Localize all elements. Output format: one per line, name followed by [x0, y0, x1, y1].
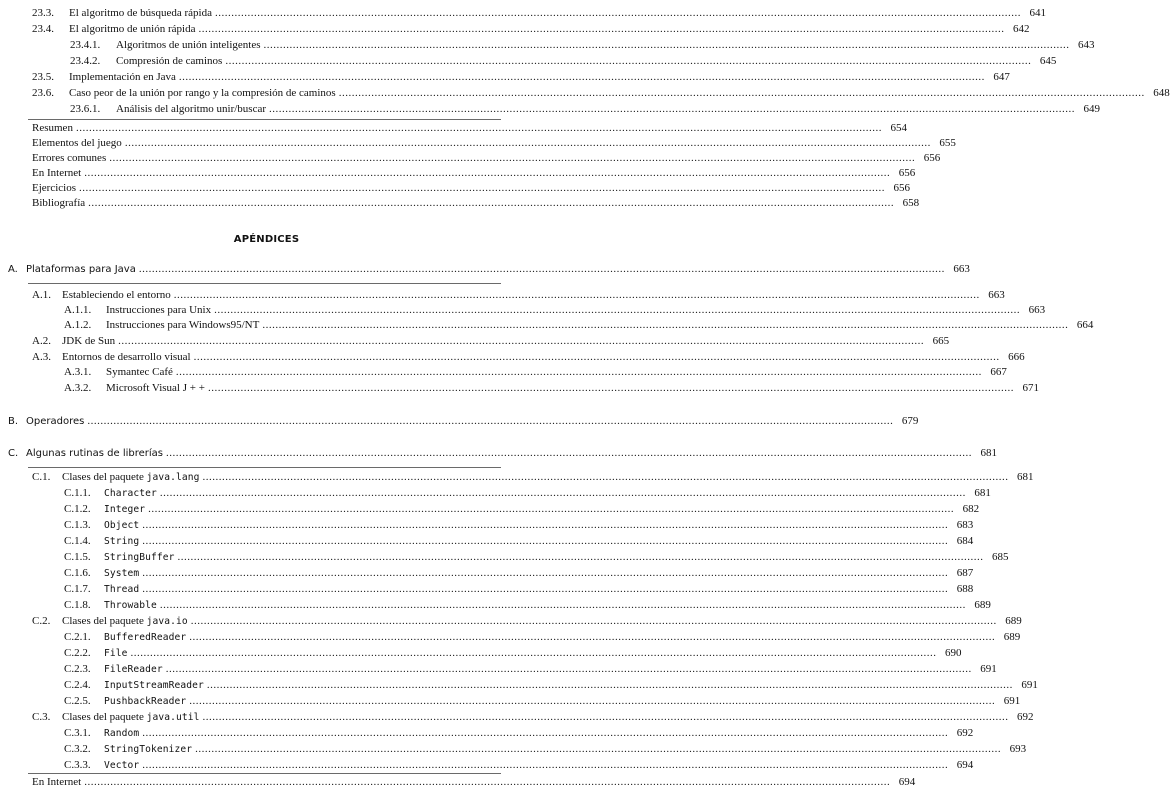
- toc-entry: [0, 502, 980, 517]
- entry-title: Errores comunes: [32, 152, 107, 164]
- entry-number: C.3.: [32, 711, 51, 723]
- class-name: Object: [104, 520, 140, 531]
- entry-page: 643: [1078, 39, 1095, 51]
- entry-number: C.1.2.: [64, 503, 91, 515]
- leader-dots: [195, 742, 1001, 757]
- class-name: BufferedReader: [104, 632, 187, 643]
- toc-entry: [0, 446, 998, 461]
- class-name: StringTokenizer: [104, 744, 193, 755]
- entry-title: Estableciendo el entorno: [62, 289, 171, 301]
- toc-entry: [0, 318, 1094, 333]
- entry-number: A.1.1.: [64, 304, 92, 316]
- entry-page: 656: [923, 152, 941, 164]
- leader-dots: [208, 381, 1014, 396]
- package-name: java.util: [146, 712, 200, 723]
- entry-number: C.2.: [32, 615, 51, 627]
- toc-entry: [0, 166, 916, 181]
- entry-title: El algoritmo de unión rápida: [69, 23, 196, 35]
- class-name: InputStreamReader: [104, 680, 204, 691]
- entry-number: 23.4.1.: [70, 39, 101, 51]
- class-name: System: [104, 568, 140, 579]
- entry-number: 23.4.2.: [70, 55, 101, 67]
- entry-number: 23.4.: [32, 23, 54, 35]
- entry-number: A.2.: [32, 335, 51, 347]
- toc-entry: [0, 758, 974, 773]
- toc-entry: [0, 365, 1007, 380]
- class-name: String: [104, 536, 140, 547]
- toc-entry: [0, 136, 956, 151]
- entry-page: 654: [890, 122, 907, 134]
- entry-page: 641: [1029, 7, 1046, 19]
- entry-title: Análisis del algoritmo unir/buscar: [116, 103, 266, 115]
- toc-entry: [0, 646, 962, 661]
- leader-dots: [189, 694, 995, 709]
- divider-line: [28, 773, 501, 774]
- entry-page: 691: [1003, 695, 1021, 707]
- class-name: FileReader: [104, 664, 163, 675]
- entry-page: 656: [893, 182, 910, 194]
- entry-title: [62, 614, 188, 629]
- class-name: Integer: [104, 504, 146, 515]
- leader-dots: [215, 6, 1021, 21]
- entry-page: 689: [1003, 631, 1021, 643]
- entry-page: 689: [1005, 615, 1022, 627]
- entry-page: 656: [898, 167, 916, 179]
- entry-page: 685: [992, 551, 1009, 563]
- toc-entry: [0, 334, 950, 349]
- class-name: Character: [104, 488, 157, 499]
- leader-dots: [84, 166, 890, 181]
- entry-number: A.: [8, 264, 18, 275]
- leader-dots: [160, 598, 966, 613]
- entry-title: JDK de Sun: [62, 335, 116, 347]
- class-name: PushbackReader: [104, 696, 187, 707]
- leader-dots: [178, 550, 984, 565]
- entry-number: C.1.: [32, 471, 51, 483]
- divider-line: [28, 467, 501, 468]
- toc-entry: [0, 534, 974, 549]
- toc-entry: [0, 381, 1039, 396]
- entry-page: 684: [956, 535, 974, 547]
- toc-entry: [0, 181, 910, 196]
- leader-dots: [203, 710, 1009, 725]
- toc-entry: [0, 678, 1038, 693]
- entry-number: C.2.4.: [64, 679, 91, 691]
- entry-number: C.: [8, 448, 19, 459]
- leader-dots: [131, 646, 937, 661]
- entry-page: 647: [993, 71, 1010, 83]
- toc-entry: [0, 303, 1046, 318]
- package-name: java.io: [146, 616, 188, 627]
- toc-entry: [0, 54, 1057, 69]
- entry-number: C.3.1.: [64, 727, 91, 739]
- entry-page: 691: [980, 663, 997, 675]
- toc-entry: [0, 151, 941, 166]
- class-name: Thread: [104, 584, 140, 595]
- divider-line: [28, 119, 501, 120]
- leader-dots: [174, 288, 980, 303]
- entry-number: A.3.2.: [64, 382, 92, 394]
- leader-dots: [269, 102, 1075, 117]
- appendices-heading: APÉNDICES: [233, 234, 300, 245]
- divider-line: [28, 283, 501, 284]
- leader-dots: [142, 534, 948, 549]
- entry-number: C.1.5.: [64, 551, 91, 563]
- entry-page: 671: [1022, 382, 1039, 394]
- entry-page: 666: [1008, 351, 1025, 363]
- entry-title-text: Clases del paquete: [62, 711, 147, 723]
- entry-number: 23.3.: [32, 7, 54, 19]
- entry-title: Compresión de caminos: [116, 55, 223, 67]
- toc-entry: [0, 486, 991, 501]
- toc-entry: [0, 288, 1005, 303]
- entry-title: Elementos del juego: [32, 137, 122, 149]
- leader-dots: [76, 121, 882, 136]
- toc-entry: [0, 630, 1021, 645]
- leader-dots: [194, 350, 1000, 365]
- entry-page: 645: [1039, 55, 1057, 67]
- toc-entry: [0, 350, 1025, 365]
- entry-page: 663: [953, 263, 970, 275]
- leader-dots: [88, 196, 894, 211]
- leader-dots: [125, 136, 931, 151]
- toc-entry: [0, 86, 1170, 101]
- entry-number: C.1.6.: [64, 567, 91, 579]
- entry-title-text: Clases del paquete: [62, 471, 147, 483]
- leader-dots: [139, 262, 945, 277]
- entry-page: 693: [1009, 743, 1027, 755]
- entry-page: 694: [956, 759, 974, 771]
- entry-page: 649: [1083, 103, 1100, 115]
- entry-number: A.3.1.: [64, 366, 92, 378]
- entry-page: 683: [956, 519, 974, 531]
- entry-title: Microsoft Visual J + +: [106, 382, 205, 394]
- entry-title: Instrucciones para Windows95/NT: [106, 319, 260, 331]
- leader-dots: [166, 662, 972, 677]
- entry-page: 681: [974, 487, 991, 499]
- leader-dots: [339, 86, 1145, 101]
- entry-title-text: Clases del paquete: [62, 615, 147, 627]
- entry-page: 690: [945, 647, 962, 659]
- entry-page: 663: [988, 289, 1005, 301]
- leader-dots: [189, 630, 995, 645]
- leader-dots: [160, 486, 966, 501]
- entry-page: 682: [962, 503, 980, 515]
- leader-dots: [166, 446, 972, 461]
- entry-page: 681: [1017, 471, 1034, 483]
- toc-entry: [0, 38, 1095, 53]
- entry-number: A.1.2.: [64, 319, 92, 331]
- entry-page: 688: [956, 583, 974, 595]
- leader-dots: [142, 582, 948, 597]
- toc-entry: [0, 196, 920, 211]
- leader-dots: [176, 365, 982, 380]
- toc-entry: [0, 726, 974, 741]
- toc-entry: [0, 518, 974, 533]
- leader-dots: [79, 181, 885, 196]
- entry-title: En Internet: [32, 776, 82, 788]
- leader-dots: [142, 518, 948, 533]
- entry-page: 667: [990, 366, 1007, 378]
- toc-entry: [0, 414, 919, 429]
- class-name: Random: [104, 728, 140, 739]
- toc-entry: [0, 121, 907, 136]
- entry-number: 23.5.: [32, 71, 54, 83]
- leader-dots: [109, 151, 915, 166]
- toc-entry: [0, 662, 997, 677]
- entry-number: C.1.3.: [64, 519, 91, 531]
- toc-entry: [0, 614, 1022, 629]
- entry-number: C.1.7.: [64, 583, 91, 595]
- leader-dots: [262, 318, 1068, 333]
- leader-dots: [84, 775, 890, 790]
- entry-number: C.2.1.: [64, 631, 91, 643]
- toc-entry: [0, 102, 1100, 117]
- entry-title: Symantec Café: [106, 366, 173, 378]
- class-name: Vector: [104, 760, 140, 771]
- leader-dots: [87, 414, 893, 429]
- entry-page: 655: [939, 137, 956, 149]
- toc-entry: [0, 582, 974, 597]
- toc-entry: [0, 6, 1046, 21]
- entry-page: 642: [1012, 23, 1030, 35]
- toc-entry: [0, 598, 991, 613]
- entry-title: Entornos de desarrollo visual: [62, 351, 191, 363]
- leader-dots: [198, 22, 1004, 37]
- entry-page: 648: [1153, 87, 1170, 99]
- toc-entry: [0, 470, 1034, 485]
- entry-number: C.1.4.: [64, 535, 91, 547]
- entry-page: 694: [898, 776, 916, 788]
- entry-page: 681: [980, 447, 998, 459]
- class-name: Throwable: [104, 600, 157, 611]
- entry-number: C.2.3.: [64, 663, 91, 675]
- package-name: java.lang: [146, 472, 200, 483]
- entry-title: Resumen: [32, 122, 73, 134]
- toc-entry: [0, 710, 1034, 725]
- entry-page: 692: [956, 727, 974, 739]
- leader-dots: [225, 54, 1031, 69]
- entry-number: B.: [8, 416, 19, 427]
- leader-dots: [142, 726, 948, 741]
- entry-number: C.2.5.: [64, 695, 91, 707]
- entry-number: C.3.2.: [64, 743, 91, 755]
- leader-dots: [148, 502, 954, 517]
- toc-entry: [0, 550, 1009, 565]
- entry-page: 691: [1021, 679, 1038, 691]
- class-name: StringBuffer: [104, 552, 175, 563]
- entry-page: 663: [1028, 304, 1046, 316]
- entry-page: 658: [902, 197, 920, 209]
- entry-number: C.1.1.: [64, 487, 91, 499]
- entry-title: Caso peor de la unión por rango y la compresión de caminos: [69, 87, 336, 99]
- entry-title: [62, 710, 200, 725]
- entry-title: Ejercicios: [32, 182, 76, 194]
- entry-page: 689: [974, 599, 991, 611]
- leader-dots: [142, 566, 948, 581]
- entry-title: El algoritmo de búsqueda rápida: [69, 7, 212, 19]
- entry-title: [62, 470, 200, 485]
- toc-entry: [0, 262, 970, 277]
- leader-dots: [191, 614, 997, 629]
- entry-title: Operadores: [26, 416, 85, 427]
- entry-title: Plataformas para Java: [26, 264, 136, 275]
- leader-dots: [142, 758, 948, 773]
- toc-entry: [0, 775, 916, 790]
- toc-entry: [0, 742, 1027, 757]
- entry-page: 687: [956, 567, 974, 579]
- entry-title: Algoritmos de unión inteligentes: [116, 39, 261, 51]
- entry-page: 664: [1076, 319, 1094, 331]
- entry-number: C.1.8.: [64, 599, 91, 611]
- toc-entry: [0, 70, 1010, 85]
- toc-entry: [0, 22, 1030, 37]
- leader-dots: [264, 38, 1070, 53]
- entry-title: Bibliografía: [32, 197, 86, 209]
- entry-title: Implementación en Java: [69, 71, 176, 83]
- entry-title: En Internet: [32, 167, 82, 179]
- class-name: File: [104, 648, 128, 659]
- toc-entry: [0, 566, 974, 581]
- entry-page: 692: [1017, 711, 1034, 723]
- leader-dots: [207, 678, 1013, 693]
- entry-number: C.2.2.: [64, 647, 91, 659]
- leader-dots: [118, 334, 924, 349]
- entry-page: 679: [901, 415, 919, 427]
- leader-dots: [179, 70, 985, 85]
- entry-title: Algunas rutinas de librerías: [26, 448, 164, 459]
- entry-number: 23.6.: [32, 87, 54, 99]
- entry-number: A.3.: [32, 351, 51, 363]
- entry-number: 23.6.1.: [70, 103, 101, 115]
- leader-dots: [214, 303, 1020, 318]
- entry-number: C.3.3.: [64, 759, 91, 771]
- entry-title: Instrucciones para Unix: [106, 304, 212, 316]
- entry-page: 665: [932, 335, 950, 347]
- toc-entry: [0, 694, 1021, 709]
- leader-dots: [203, 470, 1009, 485]
- entry-number: A.1.: [32, 289, 51, 301]
